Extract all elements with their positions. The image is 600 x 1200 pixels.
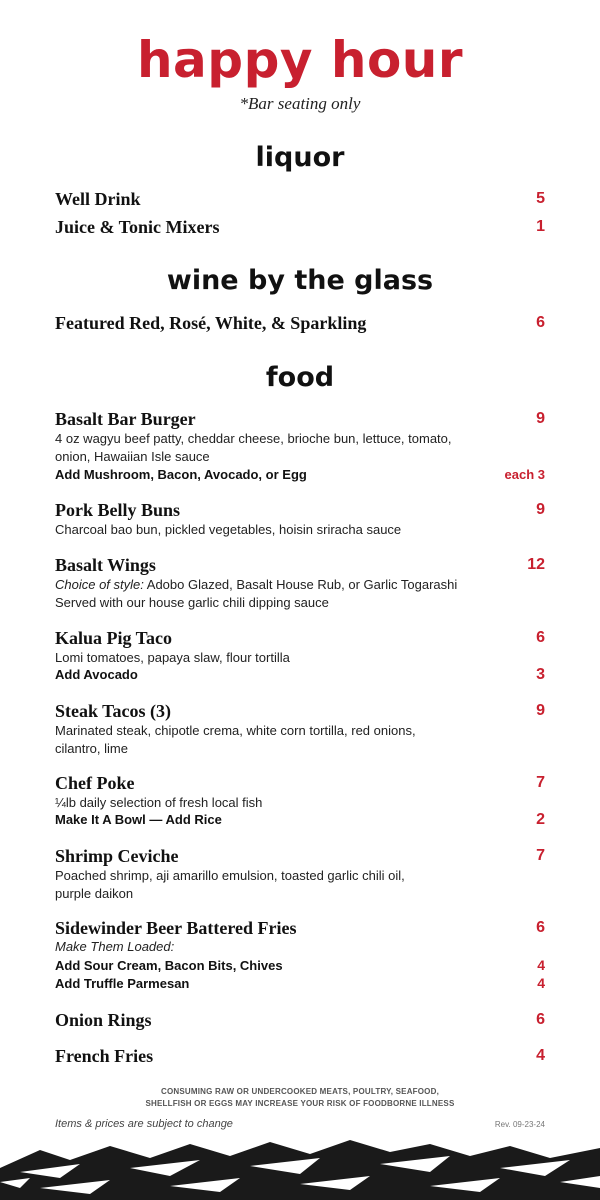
item-description-label: Choice of style: xyxy=(55,577,144,592)
item-price: 6 xyxy=(536,629,545,646)
item-description: ¼lb daily selection of fresh local fish xyxy=(55,795,263,810)
item-description: onion, Hawaiian Isle sauce xyxy=(55,449,210,464)
item-addon: Add Avocado xyxy=(55,667,138,682)
item-price: 9 xyxy=(536,410,545,427)
item-price: 7 xyxy=(536,774,545,791)
section-heading-food: food xyxy=(265,362,335,393)
menu-title: happy hour xyxy=(136,31,464,89)
item-description: cilantro, lime xyxy=(55,741,128,756)
item-name: Onion Rings xyxy=(55,1010,152,1030)
item-price: 9 xyxy=(536,501,545,518)
disclaimer-line: CONSUMING RAW OR UNDERCOOKED MEATS, POULTRY, SEAFOOD, xyxy=(160,1087,439,1096)
item-name: Kalua Pig Taco xyxy=(55,628,173,648)
item-description: purple daikon xyxy=(55,886,134,901)
item-addon: Add Truffle Parmesan xyxy=(55,976,190,991)
item-price: 1 xyxy=(536,218,545,235)
item-addon: Add Mushroom, Bacon, Avocado, or Egg xyxy=(55,467,307,482)
item-addon: Make It A Bowl — Add Rice xyxy=(55,812,222,827)
item-name: Sidewinder Beer Battered Fries xyxy=(55,918,297,938)
item-description: 4 oz wagyu beef patty, cheddar cheese, brioche bun, lettuce, tomato, xyxy=(55,431,452,446)
foodborne-illness-disclaimer xyxy=(0,1086,600,1110)
item-name: Well Drink xyxy=(55,189,141,209)
item-addon-price: 3 xyxy=(536,666,545,683)
item-name: Basalt Wings xyxy=(55,555,156,575)
item-name: French Fries xyxy=(55,1046,154,1066)
item-name: Juice & Tonic Mixers xyxy=(55,217,220,237)
item-price: 6 xyxy=(536,1011,545,1028)
item-addon-price: 2 xyxy=(536,811,545,828)
item-name: Shrimp Ceviche xyxy=(55,846,179,866)
item-addon-price: 4 xyxy=(537,975,545,991)
item-price: 6 xyxy=(536,314,545,331)
item-price: 4 xyxy=(536,1047,545,1064)
brushstroke-decoration xyxy=(0,1138,600,1200)
item-description: Marinated steak, chipotle crema, white corn tortilla, red onions, xyxy=(55,723,416,738)
item-description xyxy=(55,576,495,594)
item-description: Served with our house garlic chili dipping sauce xyxy=(55,595,329,610)
menu-subtitle: *Bar seating only xyxy=(239,94,361,113)
item-description-text: Adobo Glazed, Basalt House Rub, or Garlic Togarashi xyxy=(143,577,458,592)
item-description: Lomi tomatoes, papaya slaw, flour tortilla xyxy=(55,650,290,665)
item-price: 7 xyxy=(536,847,545,864)
revision-date: Rev. 09-23-24 xyxy=(494,1120,545,1129)
section-heading-wine: wine by the glass xyxy=(166,265,434,296)
item-price: 12 xyxy=(527,556,545,573)
item-name: Featured Red, Rosé, White, & Sparkling xyxy=(55,313,367,333)
item-name: Steak Tacos (3) xyxy=(55,701,172,721)
item-price: 6 xyxy=(536,919,545,936)
item-addon-price: each 3 xyxy=(504,467,545,482)
item-price: 5 xyxy=(536,190,545,207)
item-name: Chef Poke xyxy=(55,773,135,793)
price-change-note: Items & prices are subject to change xyxy=(55,1118,233,1130)
disclaimer-line: SHELLFISH OR EGGS MAY INCREASE YOUR RISK OF FOODBORNE ILLNESS xyxy=(145,1099,455,1108)
section-heading-liquor: liquor xyxy=(255,142,345,173)
item-price: 9 xyxy=(536,702,545,719)
item-addon-price: 4 xyxy=(537,957,545,973)
item-addon: Add Sour Cream, Bacon Bits, Chives xyxy=(55,958,283,973)
item-name: Pork Belly Buns xyxy=(55,500,181,520)
item-description: Charcoal bao bun, pickled vegetables, hoisin sriracha sauce xyxy=(55,522,402,537)
item-subheading: Make Them Loaded: xyxy=(55,939,175,954)
item-name: Basalt Bar Burger xyxy=(55,409,196,429)
item-description: Poached shrimp, aji amarillo emulsion, toasted garlic chili oil, xyxy=(55,868,405,883)
